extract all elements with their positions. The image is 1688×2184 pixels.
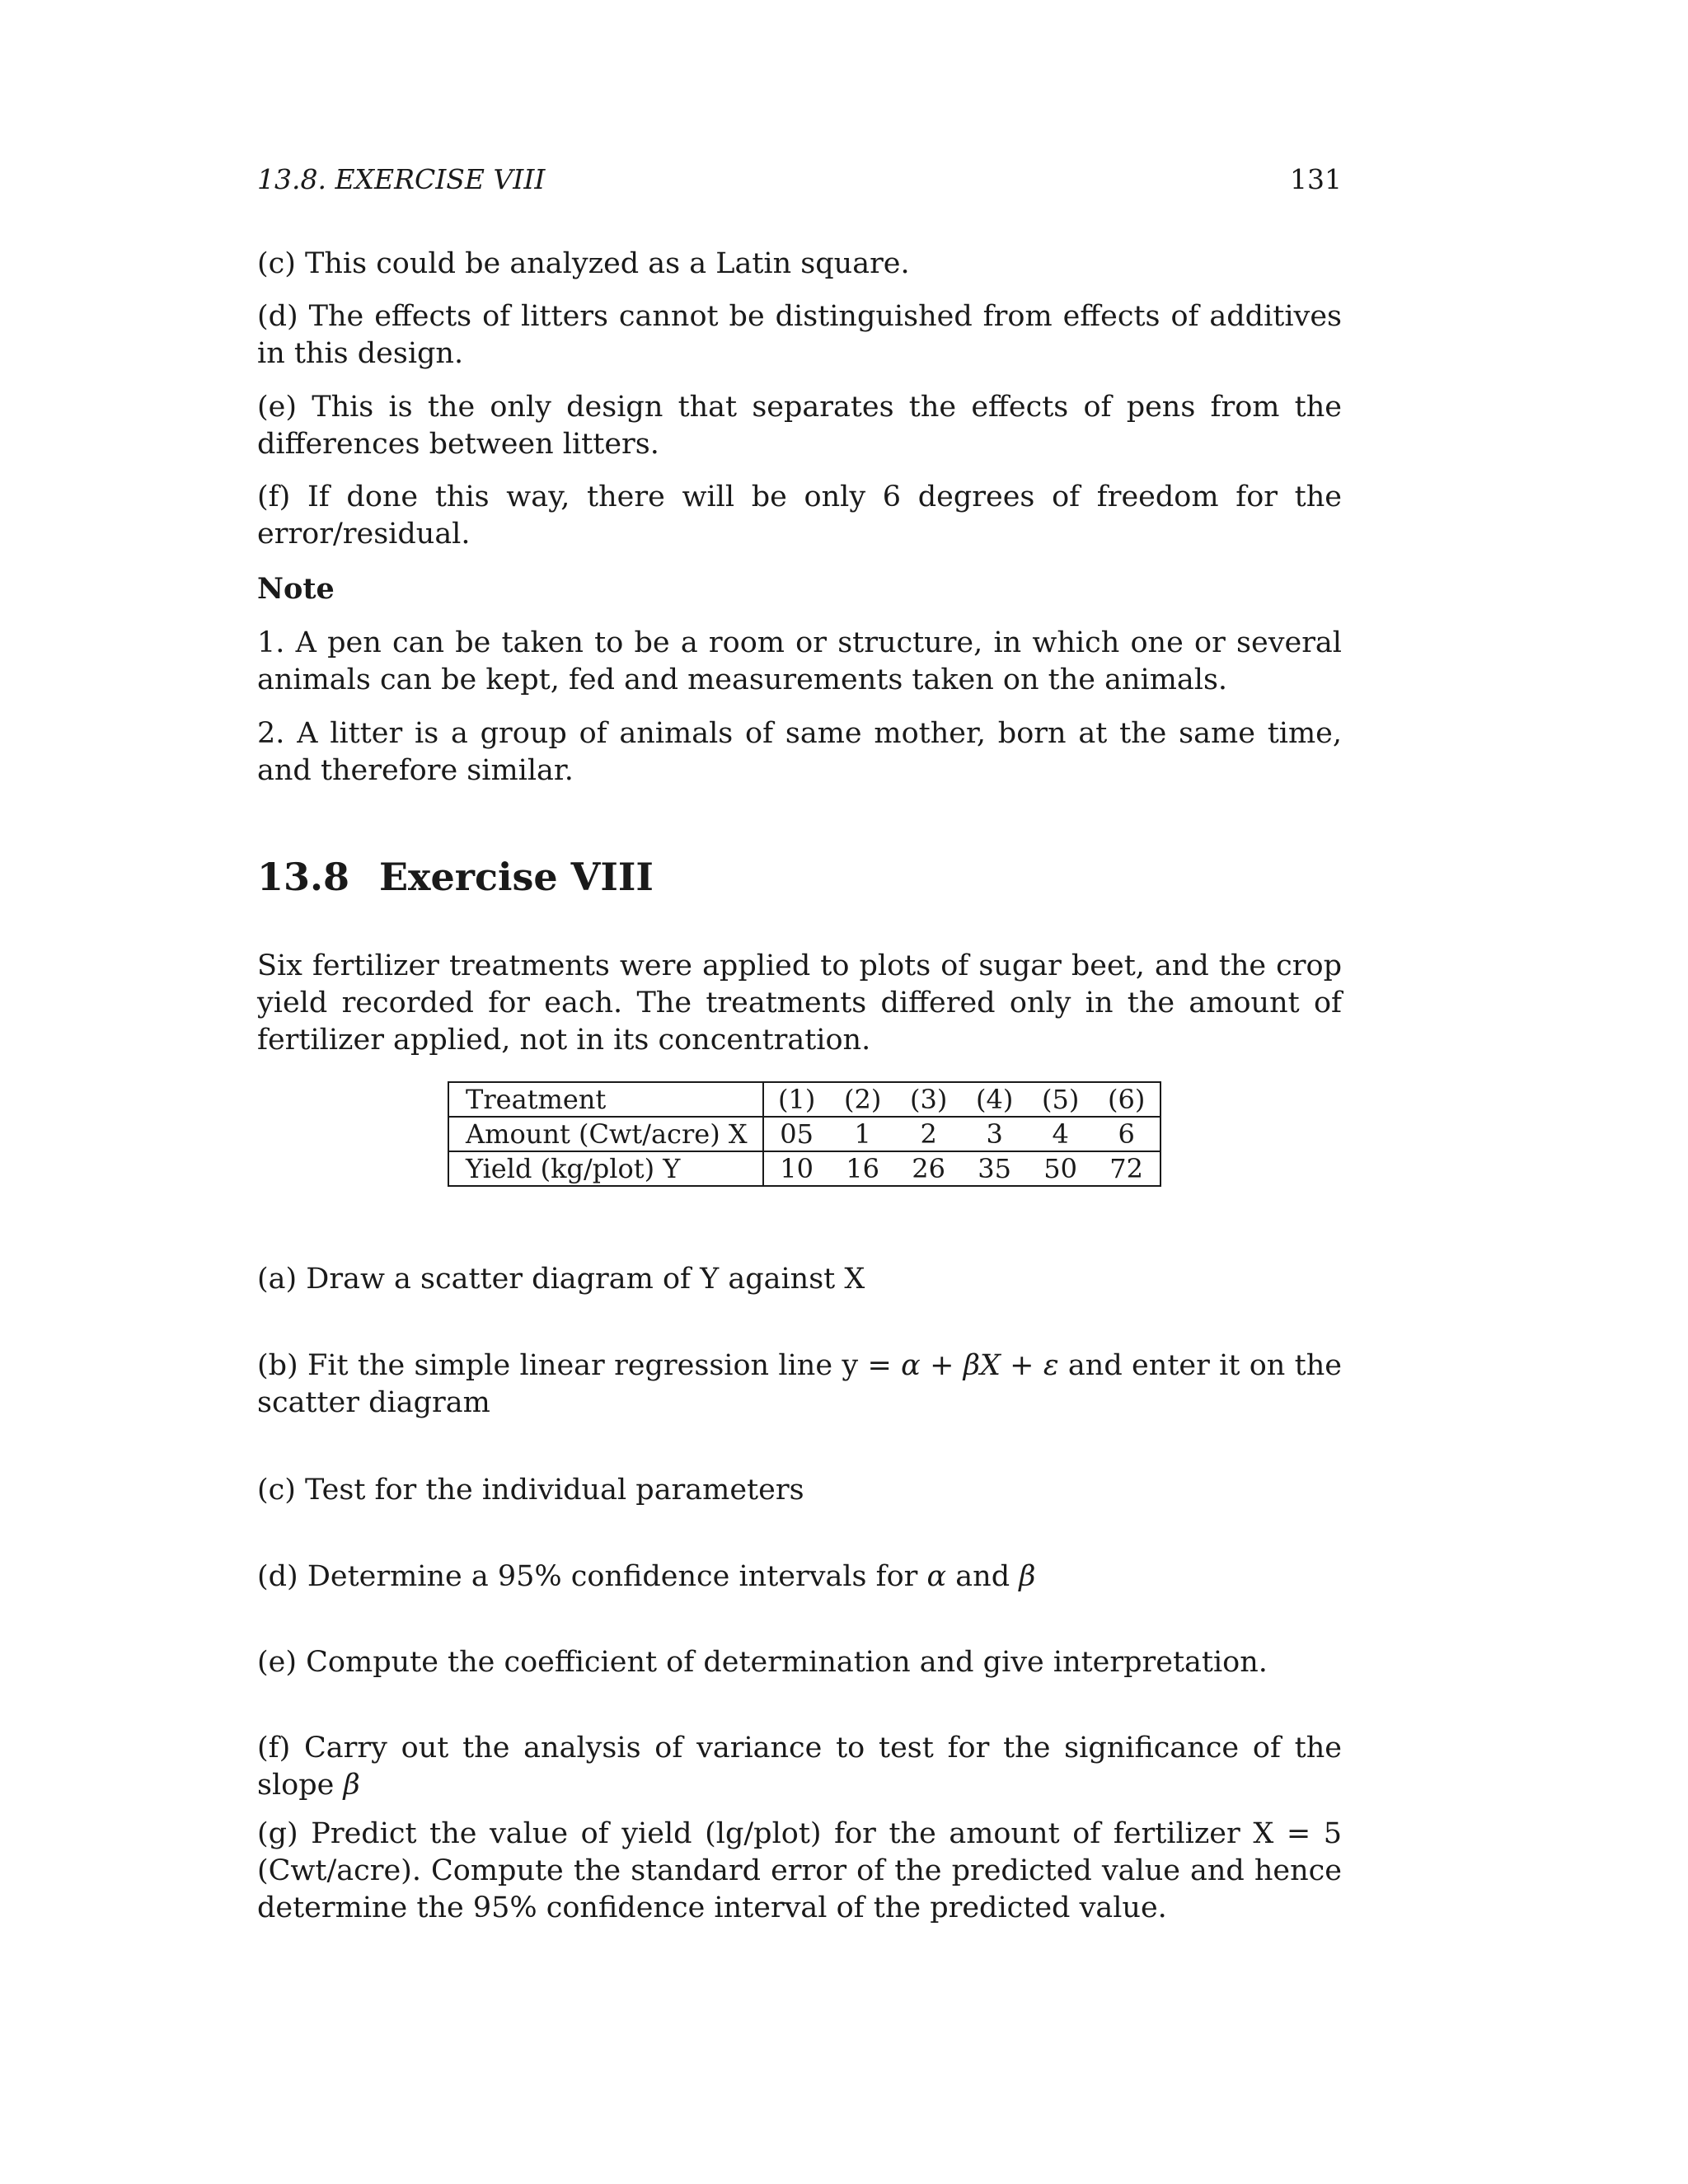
table-cell: 6 <box>1094 1117 1160 1151</box>
table-cell: 50 <box>1028 1151 1094 1186</box>
answer-f: (f) If done this way, there will be only 6 degrees of freedom for the error/residual. <box>257 480 1342 551</box>
question-d <box>257 1558 1342 1596</box>
fertilizer-data-table <box>448 1081 1161 1187</box>
table-row-label: Yield (kg/plot) Y <box>448 1151 763 1186</box>
question-d-text: (d) Determine a 95% confidence intervals for <box>257 1560 927 1593</box>
table-cell: 35 <box>962 1151 1028 1186</box>
slope-beta-symbol: β <box>343 1769 360 1802</box>
document-page <box>257 0 1342 2184</box>
note-heading: Note <box>257 572 335 606</box>
note-item-pen: 1. A pen can be taken to be a room or structure, in which one or several animals can be kept, fed and measurements taken on the animals. <box>257 626 1342 696</box>
table-cell: 4 <box>1028 1117 1094 1151</box>
question-a: (a) Draw a scatter diagram of Y against X <box>257 1263 865 1296</box>
exercise-intro: Six fertilizer treatments were applied to plots of sugar beet, and the crop yield recorded for each. The treatments differed only in the amount of fertilizer applied, not in its concentration. <box>257 949 1342 1057</box>
table-cell: 16 <box>830 1151 896 1186</box>
table-row-label: Amount (Cwt/acre) X <box>448 1117 763 1151</box>
table-cell: (3) <box>909 1084 948 1115</box>
beta-symbol: β <box>1019 1560 1036 1593</box>
table-row <box>448 1082 1160 1117</box>
question-b-suffix: and enter it on the scatter diagram <box>257 1349 1342 1419</box>
table-cell: 72 <box>1094 1151 1160 1186</box>
question-f <box>257 1730 1342 1804</box>
table-cell: (6) <box>1107 1084 1146 1115</box>
table-cell: 2 <box>896 1117 962 1151</box>
question-b <box>257 1347 1342 1422</box>
table-row <box>448 1117 1160 1151</box>
regression-formula: α + βX + ε <box>901 1349 1059 1382</box>
table-body <box>448 1082 1160 1186</box>
running-header-title: 13.8. EXERCISE VIII <box>257 163 546 195</box>
table-cell: 26 <box>896 1151 962 1186</box>
question-e: (e) Compute the coefficient of determination and give interpretation. <box>257 1646 1268 1679</box>
section-number: 13.8 <box>257 855 350 899</box>
section-title: Exercise VIII <box>379 855 654 899</box>
table-cell: 1 <box>830 1117 896 1151</box>
page-number: 131 <box>1290 163 1342 195</box>
table-cell: (2) <box>843 1084 882 1115</box>
question-g: (g) Predict the value of yield (lg/plot) for the amount of fertilizer X = 5 (Cwt/acre). Compute the standard error of the predicted value and hence determine the 95% confidence interval of the predicted value. <box>257 1817 1342 1924</box>
table-cell: (1) <box>777 1084 816 1115</box>
table-cell: 10 <box>763 1151 830 1186</box>
alpha-symbol: α <box>926 1560 947 1593</box>
question-d-and: and <box>946 1560 1020 1593</box>
answer-e: (e) This is the only design that separates the effects of pens from the differences between litters. <box>257 391 1342 461</box>
running-header <box>257 162 1342 198</box>
answer-d: (d) The effects of litters cannot be distinguished from effects of additives in this design. <box>257 300 1342 370</box>
question-c: (c) Test for the individual parameters <box>257 1474 804 1507</box>
answer-c: (c) This could be analyzed as a Latin square. <box>257 247 910 280</box>
table-cell: 05 <box>763 1117 830 1151</box>
table-cell: (5) <box>1041 1084 1080 1115</box>
table-cell: 3 <box>962 1117 1028 1151</box>
table-cell: (4) <box>975 1084 1014 1115</box>
note-item-litter: 2. A litter is a group of animals of same mother, born at the same time, and therefore similar. <box>257 717 1342 787</box>
table-row-label: Treatment <box>448 1082 763 1117</box>
section-heading <box>257 854 654 900</box>
question-b-text: (b) Fit the simple linear regression line y = <box>257 1349 902 1382</box>
table-row <box>448 1151 1160 1186</box>
question-f-text: (f) Carry out the analysis of variance to test for the significance of the slope <box>257 1732 1342 1802</box>
